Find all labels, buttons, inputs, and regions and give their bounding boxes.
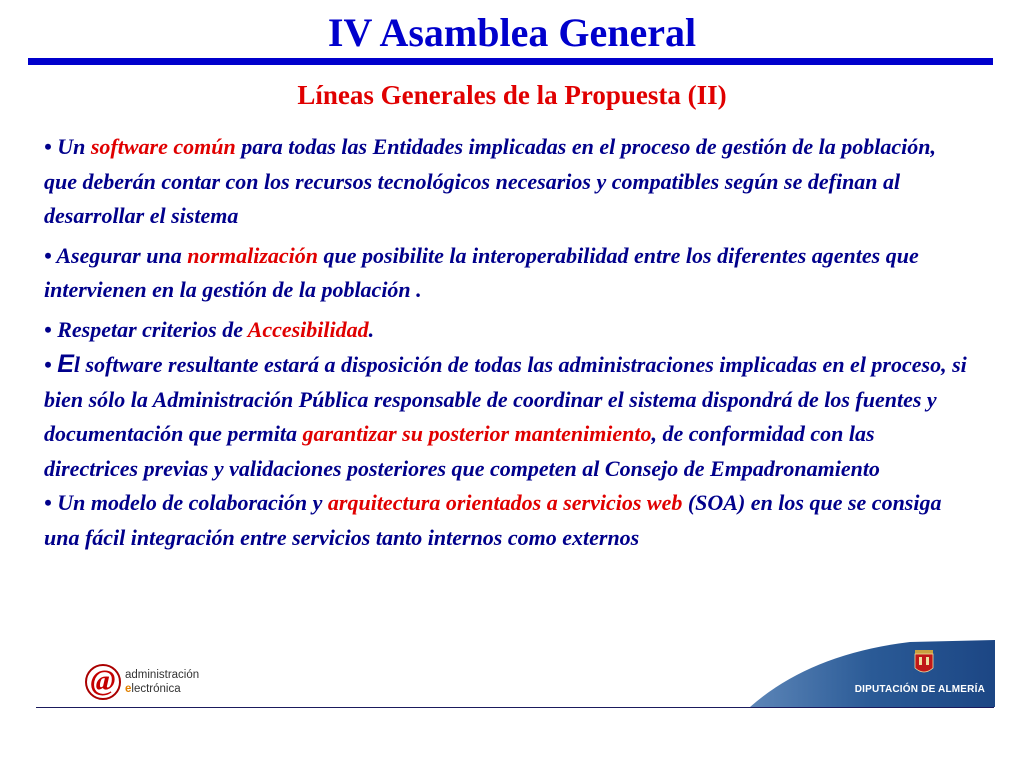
diputacion-label: DIPUTACIÓN DE ALMERÍA xyxy=(854,684,985,695)
bullet-highlight: garantizar su posterior mantenimiento xyxy=(302,421,652,446)
bullet-text: • Asegurar una xyxy=(44,242,188,268)
bullet-text: . xyxy=(368,316,375,342)
bullet-text: , de conformidad con las directrices previas y validaciones posteriores que competen al Consejo de Empadronamiento xyxy=(44,421,880,481)
logo-wordmark xyxy=(125,668,199,696)
bullet-text: para todas las Entidades implicadas en el proceso de gestión de la población, que deberán contar con los recursos tecnológicos necesarios y compatibles según se definan al desarrollar el sistema xyxy=(44,134,937,228)
bullet-accesibilidad xyxy=(44,313,974,348)
bullet-normalizacion xyxy=(44,239,974,308)
bullet-list xyxy=(44,130,974,555)
bullet-highlight: normalización xyxy=(187,242,319,268)
bullet-software-resultante xyxy=(44,347,974,486)
bullet-software-comun xyxy=(44,130,974,234)
diputacion-almeria-banner xyxy=(750,640,995,707)
title-underline xyxy=(28,58,993,65)
bullet-text: • Un modelo de colaboración y xyxy=(44,490,328,515)
logo-accent-letter: e xyxy=(125,683,132,695)
logo-line-2-text: lectrónica xyxy=(131,683,181,695)
bullet-text: l software resultante estará a disposición de todas las administraciones implicadas en el proceso, si bien sólo la Administración Pública responsable de coordinar el sistema dispondrá de los fuentes y documentación que permita xyxy=(44,352,967,446)
bullet-text: • xyxy=(44,352,58,377)
bullet-highlight: software común xyxy=(90,134,236,159)
bullet-text: • Un xyxy=(44,134,91,159)
bullet-text: (SOA) en los que se consiga una fácil integración entre servicios tanto internos como externos xyxy=(44,490,942,550)
bullet-text: • Respetar criterios de xyxy=(44,316,248,342)
bullet-initial: E xyxy=(57,350,74,378)
logo-line-1: administración xyxy=(125,669,200,681)
slide-title: IV Asamblea General xyxy=(327,10,697,55)
banner-shape xyxy=(750,640,995,707)
coat-of-arms-icon xyxy=(915,650,933,672)
logo-line-2 xyxy=(125,682,199,696)
bullet-text: que posibilite la interoperabilidad entre los diferentes agentes que intervienen en la gestión de la población . xyxy=(44,242,919,302)
administracion-electronica-logo xyxy=(85,662,220,708)
at-sign-icon: @ xyxy=(85,664,121,700)
bullet-modelo-soa xyxy=(44,486,974,555)
slide-subtitle: Líneas Generales de la Propuesta (II) xyxy=(297,80,727,110)
bullet-highlight: Accesibilidad xyxy=(247,316,369,342)
bullet-highlight: arquitectura orientados a servicios web xyxy=(327,490,683,515)
